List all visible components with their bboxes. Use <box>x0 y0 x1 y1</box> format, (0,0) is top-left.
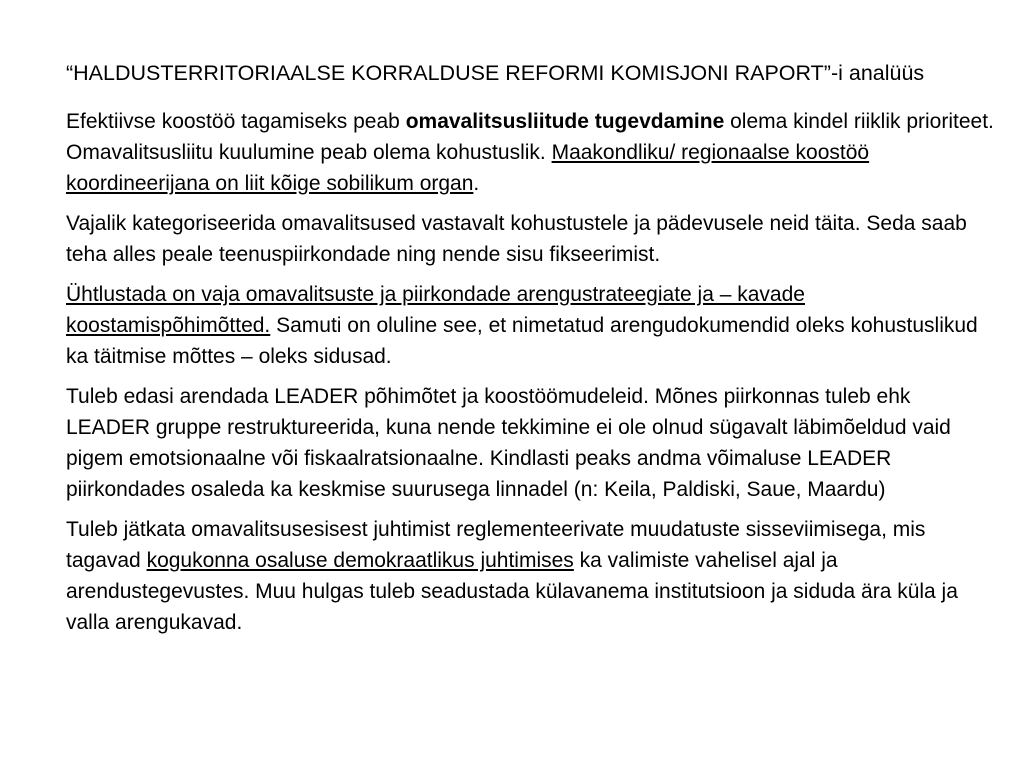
p3-text-b: Samuti on oluline see, et nimetatud arengudokumendid oleks kohustuslikud ka täitmise mõttes – oleks sidusad. <box>66 314 978 368</box>
p5-text-a: Tuleb jätkata omavalitsusesisest juhtimist reglementeerivate muudatuste sisseviimisega, mis tagavad <box>66 518 926 572</box>
p1-text-a: Efektiivse koostöö tagamiseks peab <box>66 110 406 133</box>
p3-underlined-text: Ühtlustada on vaja omavalitsuste ja piirkondade arengustrateegiate ja – kavade koostamispõhimõtted. <box>66 283 805 337</box>
page-title: “HALDUSTERRITORIAALSE KORRALDUSE REFORMI KOMISJONI RAPORT”-i analüüs <box>66 61 925 85</box>
slide <box>66 58 996 647</box>
p1-bold-text: omavalitsusliitude tugevdamine <box>405 110 725 133</box>
p1-underlined-text: Maakondliku/ regionaalse koostöö koordineerijana on liit kõige sobilikum organ <box>66 141 870 195</box>
paragraph-2: Vajalik kategoriseerida omavalitsused vastavalt kohustustele ja pädevusele neid täita. Seda saab teha alles peale teenuspiirkondade ning nende sisu fikseerimist. <box>66 212 967 266</box>
p5-text-c: ka valimiste vahelisel ajal ja arendustegevustes. Muu hulgas tuleb seadustada külavanema institutsioon ja siduda ära küla ja valla arengukavad. <box>66 549 958 634</box>
p5-underlined-text: kogukonna osaluse demokraatlikus juhtimises <box>146 549 574 572</box>
p1-text-c: olema kindel riiklik prioriteet. Omavalitsusliitu kuulumine peab olema kohustuslik. <box>66 110 994 164</box>
paragraph-3 <box>66 279 996 372</box>
paragraph-1 <box>66 106 996 199</box>
paragraph-4: Tuleb edasi arendada LEADER põhimõtet ja koostöömudeleid. Mõnes piirkonnas tuleb ehk LEADER gruppe restruktureerida, kuna nende tekkimine ei ole olnud sügavalt läbimõeldud vaid pigem emotsionaalne või fiskaalratsionaalne. Kindlasti peaks andma võimaluse LEADER piirkondades osaleda ka keskmise suurusega linnadel (n: Keila, Paldiski, Saue, Maardu) <box>66 385 951 501</box>
p1-text-e: . <box>473 172 480 195</box>
paragraph-5 <box>66 514 996 638</box>
